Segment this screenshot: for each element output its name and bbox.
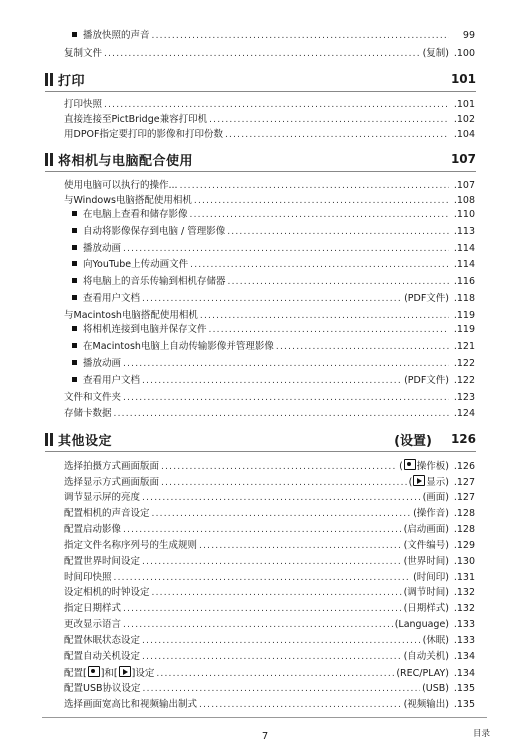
toc-page: .132 [453, 587, 475, 598]
toc-label: 时间印快照 [64, 572, 112, 583]
toc-page: .134 [453, 668, 475, 679]
toc-row[interactable] [72, 29, 475, 43]
toc-suffix: (时间印) [413, 572, 449, 583]
leader-dots [123, 357, 449, 371]
toc-label: 在电脑上查看和储存影像 [83, 209, 188, 220]
toc-suffix: (文件编号) [403, 540, 449, 551]
toc-row[interactable] [72, 323, 475, 337]
toc-page: .128 [453, 508, 475, 519]
toc-label: 复制文件 [64, 48, 103, 59]
leader-dots [209, 323, 449, 337]
toc-row[interactable] [72, 357, 475, 371]
toc-page: .114 [453, 259, 475, 270]
toc-row[interactable] [64, 698, 475, 712]
leader-dots [123, 242, 449, 256]
section-title: 将相机与电脑配合使用 [58, 153, 194, 169]
toc-row[interactable] [64, 555, 475, 569]
toc-label: 将电脑上的音乐传输到相机存储器 [83, 276, 226, 287]
toc-suffix: (启动画面) [403, 524, 449, 535]
toc-page: .102 [453, 114, 475, 125]
leader-dots [142, 634, 421, 648]
toc-row[interactable] [72, 208, 475, 222]
toc-page: .133 [453, 635, 475, 646]
leader-dots [104, 98, 449, 112]
toc-row[interactable] [64, 194, 475, 208]
toc-suffix: (Language) [394, 619, 449, 630]
toc-row[interactable] [64, 666, 475, 680]
toc-label: 向YouTube上传动画文件 [83, 259, 189, 270]
toc-row[interactable] [64, 309, 475, 323]
bullet-icon [72, 377, 77, 382]
toc-suffix: (视频输出) [403, 699, 449, 710]
toc-row[interactable] [72, 258, 475, 272]
leader-dots [123, 602, 402, 616]
toc-row[interactable] [64, 128, 475, 142]
bullet-icon [72, 245, 77, 250]
toc-label: 用DPOF指定要打印的影像和打印份数 [64, 129, 223, 140]
section-header-print[interactable] [45, 67, 476, 92]
toc-label: 在Macintosh电脑上自动传输影像并管理影像 [83, 341, 274, 352]
toc-page: .122 [453, 358, 475, 369]
toc-row[interactable] [72, 374, 475, 388]
toc-row[interactable] [64, 618, 475, 632]
section-tag: (设置) [394, 433, 432, 449]
footer-divider [42, 717, 487, 718]
leader-dots [156, 667, 394, 681]
bullet-icon [72, 228, 77, 233]
toc-row[interactable] [64, 391, 475, 405]
toc-page: 99 [462, 30, 475, 41]
toc-label: 选择拍摄方式画面版面 [64, 461, 160, 472]
bullet-icon [72, 360, 77, 365]
leader-dots [228, 275, 449, 289]
toc-label: 配置世界时间设定 [64, 556, 141, 567]
leader-dots [114, 407, 449, 421]
toc-row[interactable] [64, 113, 475, 127]
page-number: 7 [261, 731, 269, 742]
toc-page: .119 [453, 310, 475, 321]
toc-label: 将相机连接到电脑并保存文件 [83, 324, 207, 335]
toc-label: 配置相机的声音设定 [64, 508, 150, 519]
toc-label: 自动将影像保存到电脑 / 管理影像 [83, 226, 226, 237]
bullet-icon [72, 326, 77, 331]
toc-suffix: (休眠) [422, 635, 449, 646]
toc-label: 设定相机的时钟设定 [64, 587, 150, 598]
toc-page: .110 [453, 209, 475, 220]
toc-page: .118 [453, 293, 475, 304]
bullet-icon [72, 278, 77, 283]
toc-page: .130 [453, 556, 475, 567]
toc-label: 更改显示语言 [64, 619, 122, 630]
toc-page: .119 [453, 324, 475, 335]
bullet-icon [72, 343, 77, 348]
bullet-icon [72, 295, 77, 300]
toc-row[interactable] [72, 225, 475, 239]
play-icon [119, 666, 131, 677]
toc-label: 配置启动影像 [64, 524, 122, 535]
leader-dots [142, 491, 421, 505]
toc-page: .124 [453, 408, 475, 419]
toc-page: .126 [453, 461, 475, 472]
leader-dots [142, 650, 402, 664]
section-page: 107 [450, 152, 476, 166]
toc-suffix-text: 显示) [426, 477, 449, 488]
bullet-icon [72, 32, 77, 37]
toc-label: 指定日期样式 [64, 603, 122, 614]
toc-label: 查看用户文档 [83, 293, 141, 304]
bullet-icon [72, 211, 77, 216]
leader-dots [194, 194, 449, 208]
toc-label: 存储卡数据 [64, 408, 112, 419]
camera-icon [88, 666, 100, 677]
toc-page: .113 [453, 226, 475, 237]
toc-suffix: (USB) [422, 683, 449, 694]
leader-dots [152, 586, 402, 600]
toc-label: 打印快照 [64, 99, 103, 110]
section-marker-icon [45, 73, 53, 86]
toc-row[interactable] [64, 507, 475, 521]
toc-suffix: (PDF文件) [404, 293, 449, 304]
leader-dots [143, 682, 421, 696]
toc-label: 配置[ ]和[ ]设定 [64, 668, 155, 679]
toc-suffix [409, 475, 449, 490]
toc-suffix: (复制) [422, 48, 449, 59]
footer-label: 目录 [472, 729, 490, 739]
toc-label: 直接连接至PictBridge兼容打印机 [64, 114, 208, 125]
toc-page: .121 [453, 341, 475, 352]
toc-row[interactable] [72, 340, 475, 354]
section-marker-icon [45, 153, 53, 166]
section-header-settings[interactable] [45, 427, 476, 452]
toc-suffix: (自动关机) [403, 651, 449, 662]
toc-page: .127 [453, 477, 475, 488]
toc-suffix [399, 459, 449, 474]
section-page: 101 [450, 72, 476, 86]
toc-suffix: (操作音) [413, 508, 449, 519]
bullet-icon [72, 261, 77, 266]
leader-dots [142, 555, 402, 569]
section-marker-icon [45, 433, 53, 446]
toc-row[interactable] [72, 242, 475, 256]
section-title: 其他设定 [58, 433, 113, 449]
toc-page: .101 [453, 99, 475, 110]
leader-dots [142, 374, 402, 388]
toc-row[interactable] [64, 682, 475, 696]
toc-label: 配置自动关机设定 [64, 651, 141, 662]
leader-dots [225, 128, 449, 142]
toc-page: .133 [453, 619, 475, 630]
toc-page: .134 [453, 651, 475, 662]
toc-row[interactable] [64, 571, 475, 585]
toc-row[interactable] [64, 634, 475, 648]
section-page: 126 [450, 432, 476, 446]
toc-row[interactable] [64, 602, 475, 616]
leader-dots [199, 539, 402, 553]
leader-dots [161, 460, 397, 474]
toc-label: 使用电脑可以执行的操作... [64, 180, 178, 191]
toc-page: .131 [453, 572, 475, 583]
toc-row[interactable] [64, 47, 475, 61]
toc-row[interactable] [64, 459, 475, 473]
leader-dots [227, 225, 449, 239]
toc-row[interactable] [64, 523, 475, 537]
leader-dots [142, 292, 402, 306]
leader-dots [276, 340, 449, 354]
toc-suffix: (世界时间) [403, 556, 449, 567]
toc-row[interactable] [72, 292, 475, 306]
toc-page: .127 [453, 492, 475, 503]
toc-label: 文件和文件夹 [64, 392, 122, 403]
toc-label: 播放动画 [83, 243, 122, 254]
section-header-computer[interactable] [45, 147, 476, 172]
toc-suffix: (PDF文件) [404, 375, 449, 386]
section-title: 打印 [58, 73, 86, 89]
toc-label: 选择画面宽高比和视频输出制式 [64, 699, 198, 710]
leader-dots [123, 618, 393, 632]
leader-dots [152, 507, 412, 521]
toc-row[interactable] [64, 650, 475, 664]
toc-label: 调节显示屏的亮度 [64, 492, 141, 503]
leader-dots [199, 698, 402, 712]
toc-label: 播放动画 [83, 358, 122, 369]
leader-dots [180, 179, 449, 193]
toc-row[interactable] [64, 491, 475, 505]
leader-dots [152, 29, 449, 43]
toc-label: 配置休眠状态设定 [64, 635, 141, 646]
toc-page: .135 [453, 683, 475, 694]
toc-page: .135 [453, 699, 475, 710]
toc-row[interactable] [64, 586, 475, 600]
toc-row[interactable] [64, 179, 475, 193]
toc-row[interactable] [72, 275, 475, 289]
toc-label: 播放快照的声音 [83, 30, 150, 41]
leader-dots [161, 476, 407, 490]
toc-page: .108 [453, 195, 475, 206]
toc-suffix: (REC/PLAY) [396, 668, 449, 679]
toc-suffix: (日期样式) [403, 603, 449, 614]
toc-page: .116 [453, 276, 475, 287]
toc-label: 与Macintosh电脑搭配使用相机 [64, 310, 198, 321]
play-icon [413, 475, 425, 486]
toc-label: 选择显示方式画面版面 [64, 477, 160, 488]
toc-suffix-open: ( [408, 477, 413, 488]
toc-page: .114 [453, 243, 475, 254]
toc-page: .123 [453, 392, 475, 403]
toc-row[interactable] [64, 407, 475, 421]
toc-suffix-open: ( [399, 461, 403, 472]
toc-page: .107 [453, 180, 475, 191]
toc-label: 指定文件名称序列号的生成规则 [64, 540, 198, 551]
leader-dots [190, 258, 449, 272]
leader-dots [123, 391, 449, 405]
toc-label: 与Windows电脑搭配使用相机 [64, 195, 192, 206]
leader-dots [200, 309, 449, 323]
toc-page: .128 [453, 524, 475, 535]
toc-suffix: (画面) [422, 492, 449, 503]
toc-page: .122 [453, 375, 475, 386]
camera-icon [404, 459, 416, 470]
leader-dots [114, 571, 412, 585]
toc-suffix: (调节时间) [403, 587, 449, 598]
toc-row[interactable] [64, 539, 475, 553]
toc-label: 查看用户文档 [83, 375, 141, 386]
toc-page: .129 [453, 540, 475, 551]
toc-page: .104 [453, 129, 475, 140]
toc-row[interactable] [64, 98, 475, 112]
toc-page: .100 [453, 48, 475, 59]
toc-label: 配置USB协议设定 [64, 683, 141, 694]
leader-dots [104, 47, 421, 61]
toc-row[interactable] [64, 475, 475, 489]
leader-dots [123, 523, 402, 537]
toc-page: .132 [453, 603, 475, 614]
leader-dots [190, 208, 449, 222]
toc-suffix-text: 操作板) [416, 461, 449, 472]
leader-dots [209, 113, 449, 127]
